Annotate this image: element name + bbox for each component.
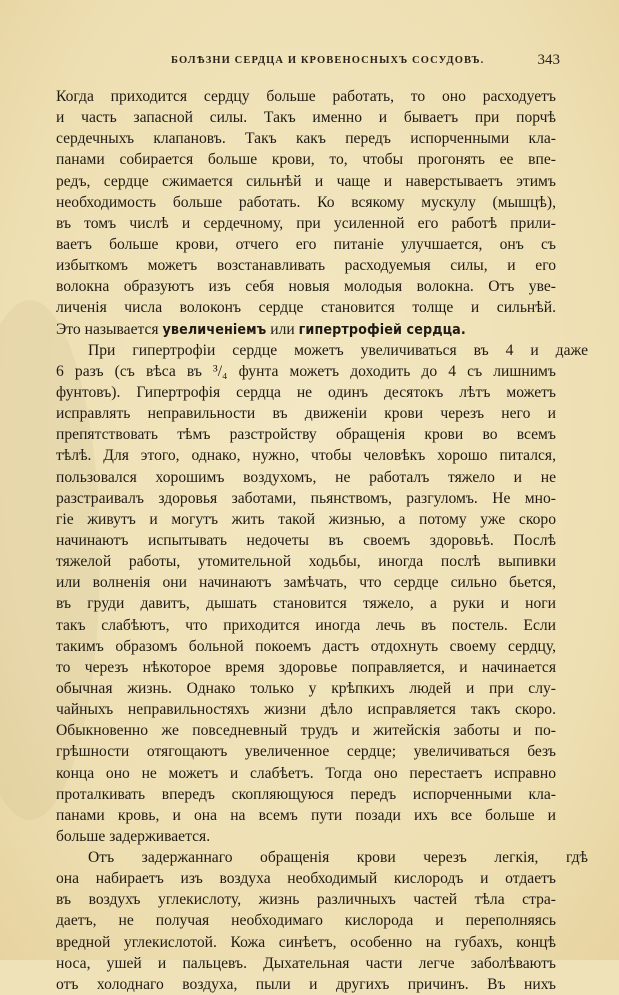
text-line: панами собирается больше крови, то, чтобы прогонять ее впе- — [56, 151, 556, 169]
text-line: Обыкновенно же повседневный трудъ и житейскія заботы и по- — [56, 722, 556, 740]
page-number: 343 — [537, 52, 560, 68]
page-header — [56, 52, 560, 72]
text-line: Отъ задержаннаго обращенія крови черезъ легкія, гдѣ — [88, 849, 588, 867]
text-line: начинаютъ испытывать недочеты въ своемъ здоровьѣ. Послѣ — [56, 531, 556, 549]
text-line: панами кровь, и она на всемъ пути позади ихъ все больше и — [56, 806, 556, 824]
text-line: разстраивалъ здоровья заботами, пьянствомъ, разгуломъ. Не мно- — [56, 489, 556, 507]
text-line: или волненія они начинаютъ замѣчать, что сердце сильно бьется, — [56, 574, 556, 592]
text-line: такъ слабѣютъ, что приходится иногда лечь въ постель. Если — [56, 616, 556, 634]
text-line: въ груди давитъ, дышать становится тяжело, а руки и ноги — [56, 595, 556, 613]
text-line: конца оно не можетъ и слабѣетъ. Тогда оно перестаетъ исправно — [56, 764, 556, 782]
text-line — [56, 319, 556, 340]
emphasized-term: увеличеніемъ — [162, 321, 267, 338]
text-line: въ томъ числѣ и сердечному, при усиленной его работѣ прили- — [56, 214, 556, 232]
text-line: тяжелой работы, утомительной ходьбы, иногда послѣ выпивки — [56, 553, 556, 571]
text-line: тѣлѣ. Для этого, однако, нужно, чтобы человѣкъ хорошо питался, — [56, 447, 556, 465]
text-line: пользовался хорошимъ воздухомъ, не работалъ тяжело и не — [56, 468, 556, 486]
text-line: вредной углекислотой. Кожа синѣетъ, особенно на губахъ, концѣ — [56, 933, 556, 951]
text-line: чайныхъ неправильностяхъ жизни дѣло исправляется такъ скоро. — [56, 701, 556, 719]
text-line: то черезъ нѣкоторое время здоровье поправляется, и начинается — [56, 658, 556, 676]
text-run: или — [266, 320, 299, 338]
text-line: сердечныхъ клапановъ. Такъ какъ передъ испорченными кла- — [56, 130, 556, 148]
body-text — [56, 86, 588, 995]
text-line: препятствовать тѣмъ разстройству обращенія крови во всемъ — [56, 426, 556, 444]
text-line: фунтовъ). Гипертрофія сердца не одинъ десятокъ лѣтъ можетъ — [56, 383, 556, 401]
text-run: Это называется — [56, 320, 163, 338]
text-line: проталкивать впередъ скопляющуюся передъ испорченными кла- — [56, 785, 556, 803]
text-line: Когда приходится сердцу больше работать, то оно расходуетъ — [56, 88, 556, 105]
text-line: ваетъ больше крови, отчего его питаніе улучшается, онъ съ — [56, 235, 556, 253]
text-line: редъ, сердце сжимается сильнѣй и чаще и наверстываетъ этимъ — [56, 172, 556, 190]
text-line: въ воздухъ углекислоту, жизнь различныхъ частей тѣла стра- — [56, 891, 556, 909]
emphasized-term: гипертрофіей сердца. — [298, 321, 466, 338]
text-line: личенія числа волоконъ сердце становится толще и сильнѣй. — [56, 299, 556, 317]
text-line: отъ холоднаго воздуха, пыли и другихъ причинъ. Въ нихъ — [56, 975, 556, 993]
text-line: обычная жизнь. Однако только у крѣпкихъ людей и при слу- — [56, 679, 556, 697]
text-line: исправлять неправильности въ движеніи крови черезъ него и — [56, 405, 556, 423]
text-line: 6 разъ (съ вѣса въ ³/₄ фунта можетъ доходить до 4 съ лишнимъ — [56, 362, 556, 380]
text-line: и часть запасной силы. Такъ именно и бываетъ при порчѣ — [56, 109, 556, 127]
text-line: она набираетъ изъ воздуха необходимый кислородъ и отдаетъ — [56, 870, 556, 888]
text-line: такимъ образомъ больной покоемъ дастъ отдохнуть своему сердцу, — [56, 637, 556, 655]
text-line: избыткомъ можетъ возстанавливать расходуемыя силы, и его — [56, 257, 556, 275]
running-title: БОЛѢЗНИ СЕРДЦА И КРОВЕНОСНЫХЪ СОСУДОВЪ. — [171, 55, 485, 66]
text-line: больше задерживается. — [56, 827, 211, 845]
text-line: грѣшности отягощаютъ увеличенное сердце; увеличиваться безъ — [56, 743, 556, 761]
text-line: необходимость больше работать. Ко всякому мускулу (мышцѣ), — [56, 193, 556, 211]
text-line: При гипертрофіи сердце можетъ увеличиваться въ 4 и даже — [88, 341, 588, 359]
text-line: волокна образуютъ изъ себя новыя молодыя волокна. Отъ уве- — [56, 278, 556, 296]
text-line: гіе живутъ и могутъ жить такой жизнью, а потому уже скоро — [56, 510, 556, 528]
text-line: даетъ, не получая необходимаго кислорода и переполняясь — [56, 912, 556, 930]
text-line: носа, ушей и пальцевъ. Дыхательная части легче заболѣваютъ — [56, 954, 556, 972]
